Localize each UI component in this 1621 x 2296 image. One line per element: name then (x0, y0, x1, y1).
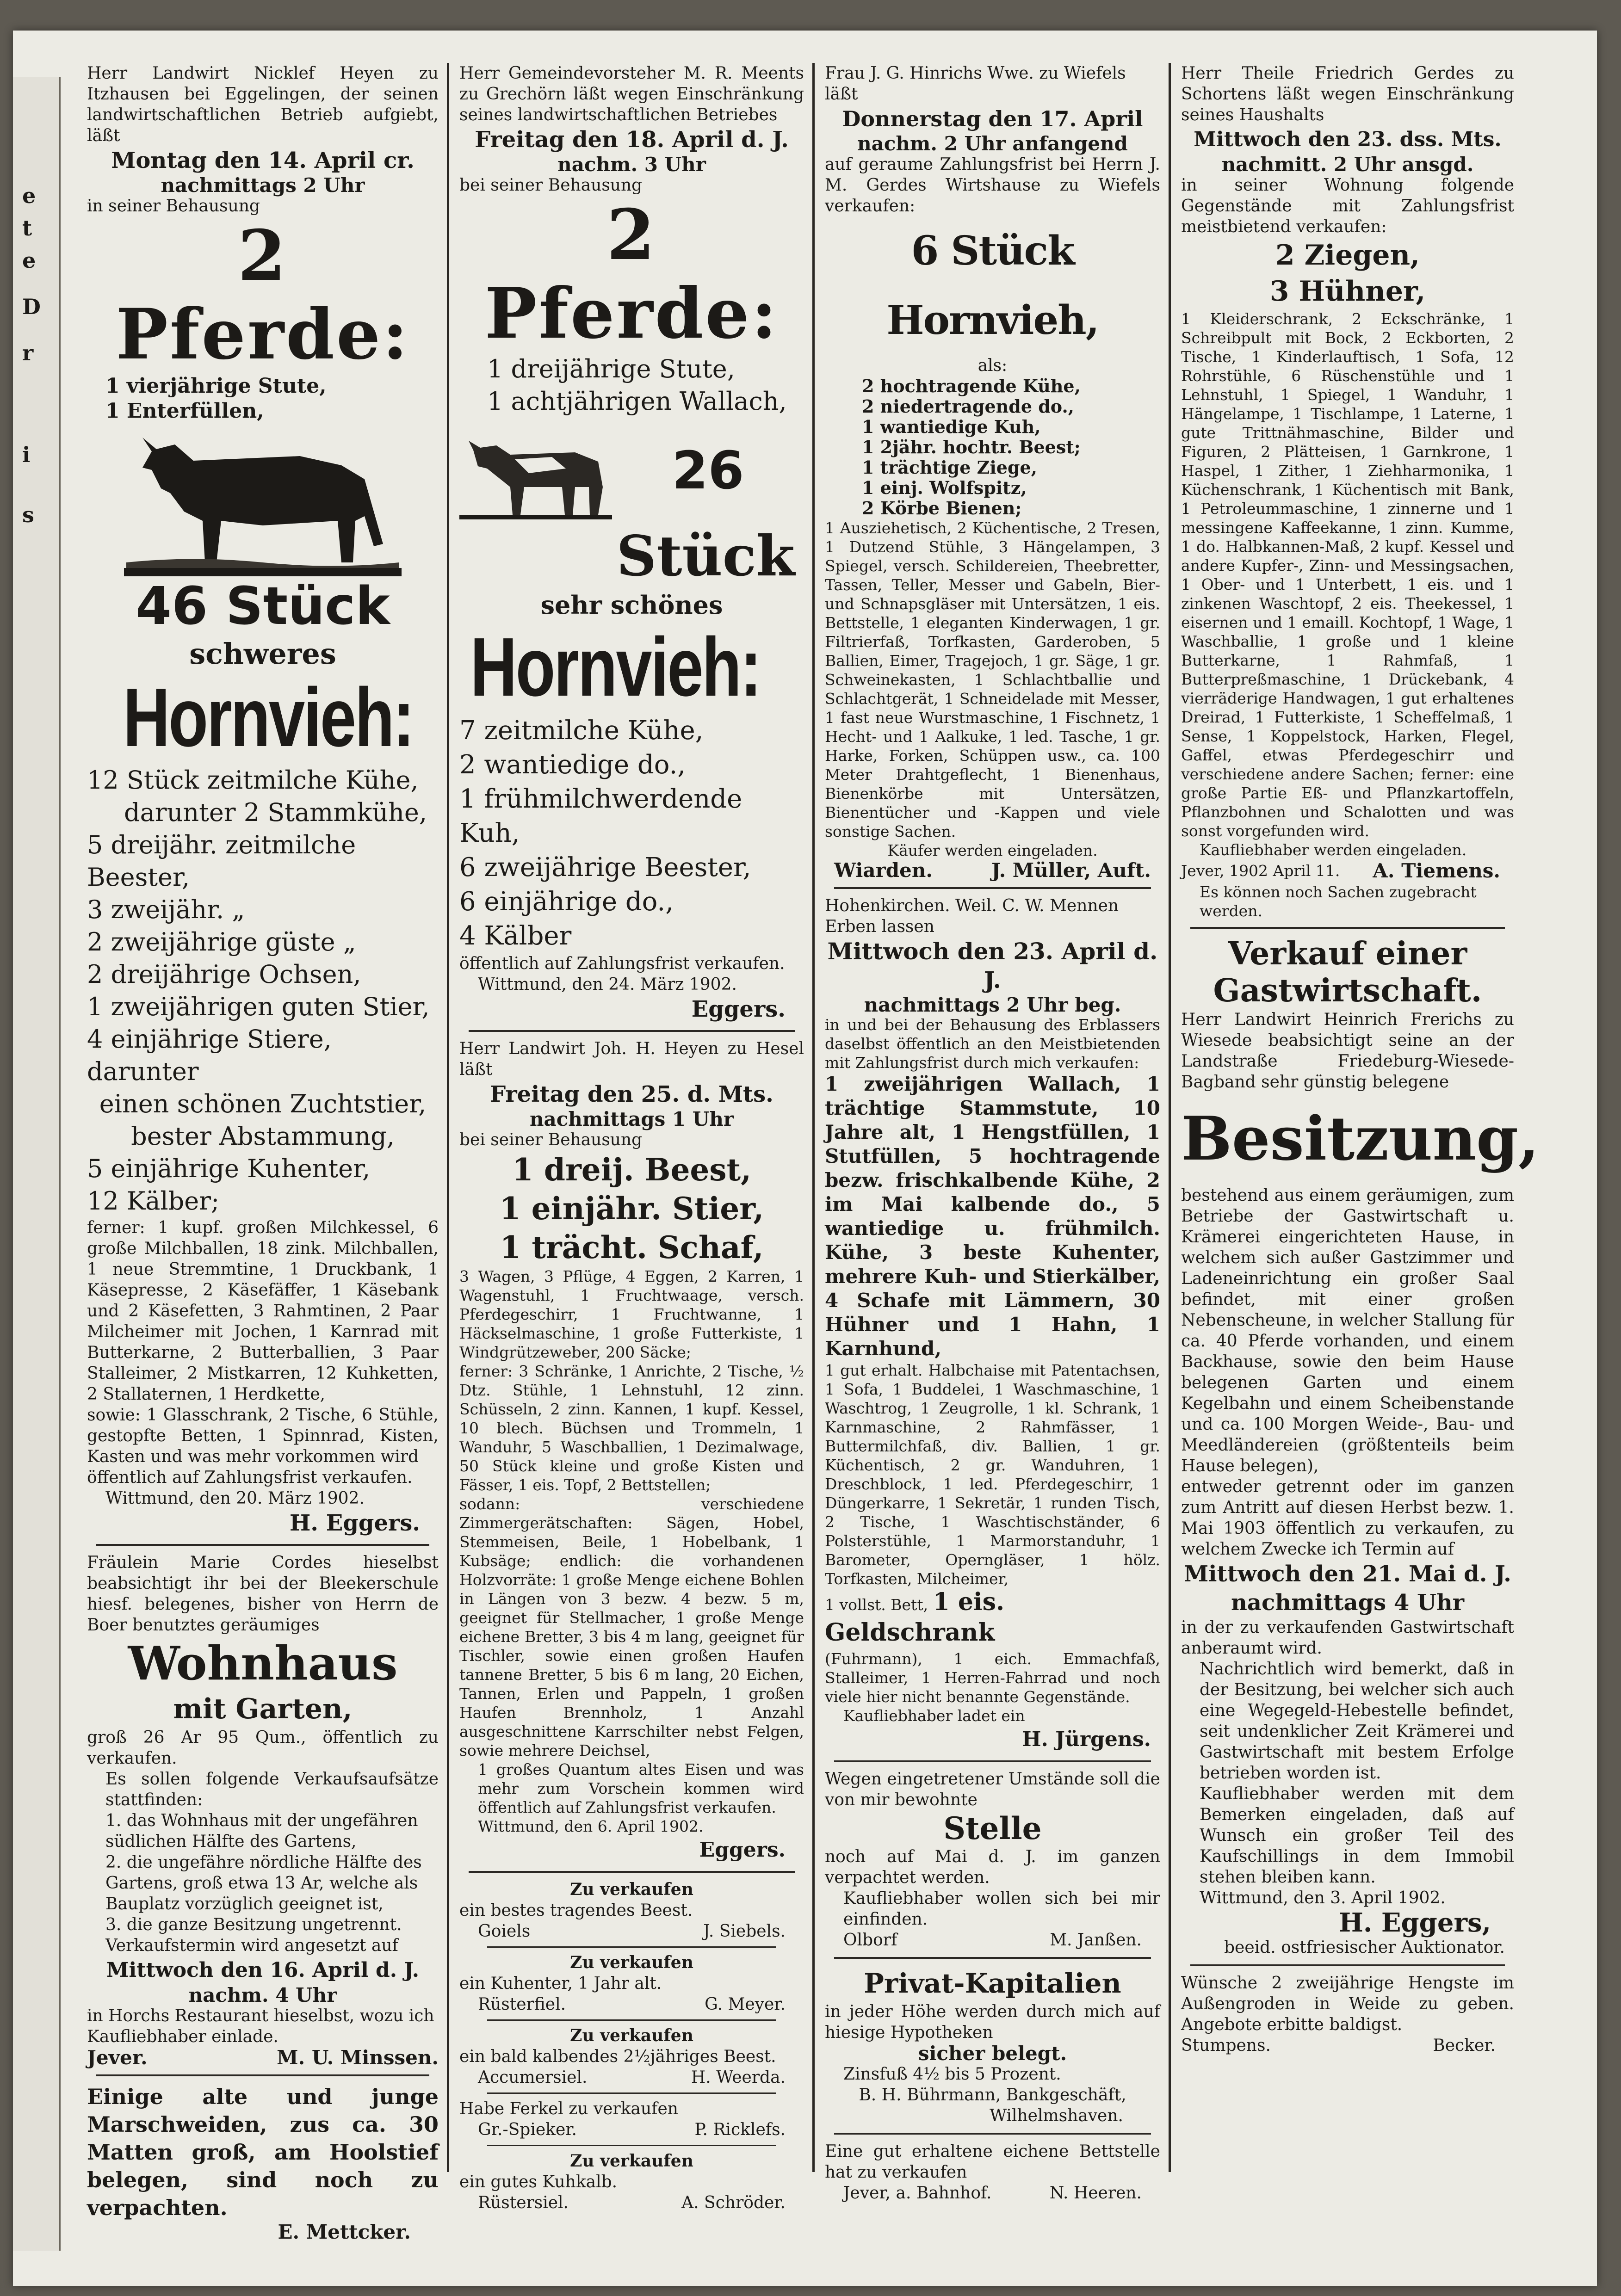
ad-separator (487, 1946, 776, 1948)
ad-note: Kaufliebhaber werden mit dem Bemerken eingeladen, daß auf Wunsch ein großer Teil des Kaufschillings in dem Immobil stehen bleiben kann. (1200, 1784, 1514, 1887)
ad-closing: öffentlich auf Zahlungsfrist verkaufen. (87, 1468, 413, 1487)
column-rule (812, 63, 815, 2172)
ad-intro: Herr Landwirt Joh. H. Heyen zu Hesel läßt (459, 1039, 804, 1079)
edge-char: t (22, 216, 32, 241)
ad-separator (834, 1957, 1151, 1959)
small-ad-signature: H. Weerda. (691, 2068, 786, 2087)
edge-char: e (22, 183, 36, 208)
headline-cattle: 6 Stück Hornvieh, (886, 228, 1099, 344)
small-ads (459, 1879, 804, 2213)
small-ad-text: ein bestes tragendes Beest. (459, 1901, 693, 1920)
ad-body: in der zu verkaufenden Gastwirtschaft anberaumt wird. (1181, 1618, 1514, 1658)
livestock-item: 2 wantiedige do., (459, 750, 686, 780)
ad-separator (487, 2019, 776, 2021)
headline-inn: Gastwirtschaft. (1213, 972, 1482, 1009)
ad-body: ferner: 1 kupf. großen Milchkessel, 6 große Milchballen, 18 zink. Milchballen, 1 neue Stremmtine, 1 Druckbank, 1 Käsepresse, 2 Käsefäffer, 1 Käsebank und 2 Käsefetten, 3 Rahmtinen, 2 Paar Milcheimer mit Jochen, 1 Karnrad mit Butterkarne, 2 Butterballien, 3 Paar Stalleimer, 2 Mistkarren, 12 Kuhketten, 2 Stallaternen, 1 Herdkette, (87, 1218, 439, 1404)
pasture-lease-ad (87, 2083, 439, 2242)
livestock-item: 6 zweijährige Beester, (459, 852, 751, 883)
small-ad (459, 2151, 804, 2213)
auction-time: nachmittags 4 Uhr (1231, 1590, 1465, 1616)
livestock-item: 4 Kälber (459, 921, 572, 951)
small-ad-text: Habe Ferkel zu verkaufen (459, 2099, 678, 2118)
ad-signature: Eggers. (691, 996, 786, 1022)
ad-separator (96, 2074, 429, 2076)
auction-ad-hinrichs (825, 63, 1160, 881)
ad-separator (469, 1030, 795, 1032)
ad-separator (1190, 927, 1505, 929)
headline-sub: mit Garten, (173, 1693, 353, 1725)
ad-footer (1181, 2035, 1514, 2056)
auction-ad-gerdes (1181, 63, 1514, 920)
ad-signature: B. H. Bührmann, Bankgeschäft, (859, 2086, 1126, 2105)
small-ad-signature: A. Schröder. (681, 2193, 786, 2212)
auction-place: auf geraume Zahlungsfrist bei Herrn J. M. Gerdes Wirtshause zu Wiefels verkaufen: (825, 155, 1160, 216)
ad-intro: Frau J. G. Hinrichs Wwe. zu Wiefels läßt (825, 64, 1126, 104)
ad-body: in Horchs Restaurant hieselbst, wozu ich Kaufliebhaber einlade. (87, 2006, 434, 2046)
auction-date: Mittwoch den 21. Mai d. J. (1184, 1561, 1511, 1587)
livestock-item: bester Abstammung, (131, 1122, 395, 1151)
headline-sale: Verkauf einer (1228, 935, 1467, 972)
ad-signature: A. Tiemens. (1373, 859, 1500, 882)
cow-illustration (124, 424, 402, 576)
ad-body: in jeder Höhe werden durch mich auf hiesige Hypotheken (825, 2002, 1160, 2042)
small-ad-town: Goiels (478, 1922, 531, 1941)
count-block (459, 418, 804, 524)
safe-item: 1 eis. Geldschrank (825, 1588, 1005, 1647)
list-item: 1. das Wohnhaus mit der ungefähren südlichen Hälfte des Gartens, (105, 1811, 418, 1851)
ad-footer (87, 2047, 439, 2068)
stallion-ad (1181, 1973, 1514, 2056)
ad-intro: Herr Landwirt Nicklef Heyen zu Itzhausen bei Eggelingen, der seinen landwirtschaftlichen Betrieb aufgiebt, läßt (87, 64, 439, 145)
headline-horses: 2 Pferde: (116, 215, 410, 375)
cattle-illustration (459, 418, 612, 524)
auction-date: Montag den 14. April cr. (111, 148, 415, 173)
small-ad-head: Zu verkaufen (570, 2151, 693, 2171)
ad-body: Eine gut erhaltene eichene Bettstelle hat zu verkaufen (825, 2142, 1160, 2182)
small-ad-footer (459, 1921, 804, 1942)
livestock-item: 7 zeitmilche Kühe, (459, 716, 704, 746)
list-item: 3. die ganze Besitzung ungetrennt. (105, 1915, 402, 1934)
column-4 (1181, 63, 1540, 2056)
livestock-item: 3 zweijähr. „ (87, 895, 245, 924)
livestock-item: 6 einjährige do., (459, 887, 674, 917)
ad-body: (Fuhrmann), 1 eich. Emmachfaß, Stalleimer, 1 Herren-Fahrrad und noch viele hier nicht benannte Gegenstände. (825, 1650, 1160, 1706)
small-ad-town: Accumersiel. (478, 2068, 588, 2087)
livestock-item: 1 frühmilchwerdende Kuh, (459, 784, 742, 848)
ad-signature: N. Heeren. (1049, 2184, 1142, 2203)
small-ad-signature: J. Siebels. (703, 1922, 786, 1941)
auction-date: Donnerstag den 17. April (842, 106, 1143, 131)
column-rule (1169, 63, 1171, 2172)
ad-place-date: Jever, 1902 April 11. (1181, 862, 1340, 880)
auction-time: nachm. 3 Uhr (557, 153, 706, 176)
house-sale-ad (87, 1552, 439, 2068)
ad-body: Einige alte und junge Marschweiden, zus ca. 30 Matten groß, am Hoolstief belegen, sind noch zu verpachten. (87, 2084, 439, 2220)
ad-signature: E. Mettcker. (278, 2221, 411, 2243)
ad-note: Nachrichtlich wird bemerkt, daß in der Besitzung, bei welcher sich auch eine Wegegeld-Hebestelle befindet, seit undenklicher Zeit Krämerei und Gastwirtschaft mit bestem Erfolge betrieben worden ist. (1200, 1660, 1514, 1783)
small-ad (459, 2098, 804, 2140)
livestock-item: 12 Kälber; (87, 1186, 220, 1216)
headline-quality: schweres (189, 637, 336, 671)
ad-body: ferner: 3 Schränke, 1 Anrichte, 2 Tische, ½ Dtz. Stühle, 1 Lehnstuhl, 12 zinn. Schüsseln, 2 zinn. Kannen, 1 kupf. Kessel, 10 blech. Büchsen und Trommeln, 1 Wanduhr, 5 Waschballien, 1 Dezimalwage, 50 Stück kleine und große Kisten und Fässer, 1 eis. Topf, 2 Bettstellen; (459, 1362, 804, 1494)
ad-body: entweder getrennt oder im ganzen zum Antritt auf diesen Herbst bezw. 1. Mai 1903 öffentlich zu verkaufen, zu welchem Zwecke ich Termin auf (1181, 1477, 1514, 1559)
headline-count: 46 Stück (136, 576, 390, 636)
auction-ad-heyen (87, 63, 439, 1537)
livestock-list: 1 zweijährigen Wallach, 1 trächtige Stammstute, 10 Jahre alt, 1 Hengstfüllen, 1 Stutfüllen, 5 hochtragende bezw. frischkalbende Kühe, 2 im Mai kalbende do., 5 wantiedige u. frühmilch. Kühe, 3 beste Kuhenter, mehrere Kuh- und Stierkälber, 4 Schafe mit Lämmern, 30 Hühner und 1 Hahn, 1 Karnhund, (825, 1073, 1160, 1360)
ad-intro: Hohenkirchen. Weil. C. W. Mennen Erben lassen (825, 896, 1119, 936)
auction-place: in seiner Wohnung folgende Gegenstände mit Zahlungsfrist meistbietend verkaufen: (1181, 176, 1514, 236)
headline-property: Besitzung, (1181, 1103, 1540, 1174)
headline-stelle: Stelle (943, 1810, 1042, 1846)
ad-body: Verkaufstermin wird angesetzt auf (105, 1936, 398, 1955)
small-ad-text: ein bald kalbendes 2½jähriges Beest. (459, 2047, 776, 2066)
headline-house: Wohnhaus (128, 1636, 398, 1691)
ad-body: bestehend aus einem geräumigen, zum Betriebe der Gastwirtschaft u. Krämerei eingerichteten Hause, in welchem sich außer Gastzimmer und Ladeneinrichtung ein großer Saal befindet, mit einer großen Nebenscheune, in welcher Stallung für ca. 40 Pferde vorhanden, und einem Backhause, sowie den beim Hause belegenen Garten und einem Kegelbahn und einem Scheibenstande und ca. 100 Morgen Weide-, Bau- und Meedländereien (größtenteils beim Hause belegen), (1181, 1186, 1514, 1475)
auction-ad-meents (459, 63, 804, 1024)
small-ad-town: Rüsterfiel. (478, 1995, 566, 2014)
ad-town: Wiarden. (834, 859, 933, 882)
ad-note: Es können noch Sachen zugebracht werden. (1200, 883, 1477, 920)
item: 1 dreij. Beest, (512, 1152, 752, 1188)
ad-invite: Kaufliebhaber ladet ein (843, 1707, 1025, 1725)
ad-body: Zinsfuß 4½ bis 5 Prozent. (843, 2065, 1061, 2084)
ad-intro: Wegen eingetretener Umstände soll die von mir bewohnte (825, 1770, 1160, 1809)
ad-body: 1 Ausziehetisch, 2 Küchentische, 2 Tresen, 1 Dutzend Stühle, 3 Hängelampen, 3 Spiegel, versch. Schildereien, Theebretter, Tassen, Teller, Messer und Gabeln, Bier- und Schnapsgläser mit Untersätzen, 1 eis. Bettstelle, 1 eleganten Kinderwagen, 1 gr. Filtrierfaß, Torfkasten, Garderoben, 5 Ballien, Eimer, Tragejoch, 1 gr. Säge, 1 gr. Schweinekasten, 1 Schlachtballie und Schlachtgerät, 1 Schneidelade mit Messer, 1 fast neue Wurstmaschine, 1 Fischnetz, 1 Hecht- und 1 Aalkuke, 1 led. Tasche, 1 gr. Harke, Forken, Schüppen usw., ca. 100 Meter Drahtgeflecht, 1 Bienenhaus, Bienenkörbe mit Untersätzen, Bienentücher und -Kappen und viele sonstige Sachen. (825, 519, 1160, 840)
livestock-item: 5 einjährige Kuhenter, (87, 1154, 371, 1183)
small-ad-footer (459, 1994, 804, 2015)
item: 1 einjähr. Stier, (499, 1191, 764, 1227)
safe-line (825, 1588, 1160, 1649)
auction-place: in seiner Behausung (87, 197, 260, 216)
item: 1 Enterfüllen, (105, 399, 264, 423)
livestock-item: 2 hochtragende Kühe, (862, 376, 1081, 396)
ad-place-date: Wittmund, den 6. April 1902. (478, 1817, 704, 1835)
ad-town: Stumpens. (1181, 2036, 1271, 2055)
small-ad-signature: G. Meyer. (705, 1995, 786, 2014)
livestock-item: 5 dreijähr. zeitmilche Beester, (87, 830, 356, 892)
headline-horses: 2 Pferde: (484, 194, 779, 354)
livestock-item: 2 zweijährige güste „ (87, 927, 356, 957)
livestock-item: 1 zweijährigen guten Stier, (87, 992, 430, 1021)
ad-town: Wilhelmshaven. (990, 2106, 1123, 2125)
edge-char: e (22, 248, 36, 273)
ad-signature: M. Janßen. (1050, 1931, 1142, 1950)
ad-body: 1 großes Quantum altes Eisen und was mehr zum Vorschein kommen wird öffentlich auf Zahlungsfrist verkaufen. (478, 1760, 804, 1816)
edge-char: D (22, 294, 41, 319)
auction-time: nachmittags 2 Uhr beg. (864, 994, 1121, 1016)
inn-sale-ad (1181, 935, 1540, 1958)
ad-place-date: Wittmund, den 20. März 1902. (105, 1489, 365, 1508)
ad-separator (834, 1760, 1151, 1762)
headline-capital: Privat-Kapitalien (864, 1968, 1121, 1999)
headline-cattle: Hornvieh: (123, 671, 414, 764)
column-1 (87, 63, 439, 2242)
ad-body: Wünsche 2 zweijährige Hengste im Außengroden in Weide zu geben. Angebote erbitte baldigst. (1181, 1974, 1514, 2034)
auction-date: Freitag den 18. April d. J. (475, 127, 789, 153)
auction-date: Freitag den 25. d. Mts. (490, 1081, 773, 1107)
column-3 (825, 63, 1160, 2203)
ad-signature: Eggers. (699, 1838, 786, 1862)
newspaper-page (13, 31, 1597, 2286)
column-rule (447, 63, 449, 2172)
ad-body: 3 Wagen, 3 Pflüge, 4 Eggen, 2 Karren, 1 Wagenstuhl, 1 Fruchtwaage, versch. Pferdegeschirr, 1 Fruchtwanne, 1 Häckselmaschine, 1 große Futterkiste, 1 Windgrützeweber, 200 Säcke; (459, 1267, 804, 1361)
item: 2 Ziegen, (1275, 239, 1420, 272)
ad-body: als: (978, 356, 1008, 375)
count-text (612, 441, 804, 501)
livestock-item: darunter 2 Stammkühe, (124, 798, 427, 827)
ad-separator (469, 1871, 795, 1873)
item: 1 dreijährige Stute, (487, 354, 735, 383)
small-ad-signature: P. Ricklefs. (694, 2120, 786, 2139)
ad-invite: Kaufliebhaber werden eingeladen. (1200, 841, 1467, 859)
ad-role: beeid. ostfriesischer Auktionator. (1224, 1938, 1505, 1957)
auction-date: Mittwoch den 23. dss. Mts. (1194, 128, 1502, 151)
ad-place-date: Wittmund, den 3. April 1902. (1200, 1889, 1446, 1907)
livestock-item: einen schönen Zuchtstier, (99, 1089, 427, 1118)
ad-body: groß 26 Ar 95 Qum., öffentlich zu verkaufen. (87, 1728, 439, 1768)
ad-body: 1 vollst. Bett, (825, 1596, 928, 1614)
auction-place: in und bei der Behausung des Erblassers daselbst öffentlich an den Meistbietenden mit Zahlungsfrist durch mich verkaufen: (825, 1016, 1160, 1072)
ad-signature: H. Eggers. (289, 1510, 420, 1536)
auction-time: nachmittags 2 Uhr (161, 174, 365, 197)
capital-ad (825, 1965, 1160, 2126)
small-ad-footer (459, 2192, 804, 2213)
headline-cattle: Hornvieh: (470, 621, 761, 714)
ad-body: noch auf Mai d. J. im ganzen verpachtet werden. (825, 1847, 1160, 1887)
headline-count: 26 (672, 441, 744, 501)
livestock-item: 1 wantiedige Kuh, (862, 416, 1041, 437)
auction-time: nachm. 4 Uhr (188, 1984, 337, 2006)
ad-separator (487, 2145, 776, 2146)
livestock-list (825, 376, 1160, 518)
ad-town: Jever. (87, 2046, 148, 2069)
livestock-item: 1 2jähr. hochtr. Beest; (862, 437, 1081, 457)
small-ad-town: Rüstersiel. (478, 2193, 569, 2212)
small-ad-head: Zu verkaufen (570, 1880, 693, 1899)
headline-quality: sehr schönes (540, 590, 723, 620)
item: 1 achtjährigen Wallach, (487, 387, 787, 416)
ad-signature: Becker. (1433, 2036, 1496, 2055)
ad-separator (487, 2092, 776, 2094)
ad-body: sodann: verschiedene Zimmergerätschaften: Sägen, Hobel, Stemmeisen, Beile, 1 Hobelbank, 1 Kubsäge; endlich: die vorhandenen Holzvorräte: 1 große Menge eichene Bohlen in Längen von 3 bezw. 4 bezw. 5 m, geeignet für Stellmacher, 1 große Menge eichene Bretter, 3 bis 4 m lang, geeignet für Tischler, sowie einen großen Haufen tannene Bretter, 5 bis 6 m lang, 20 Eichen, Tannen, Erlen und Pappeln, 1 großen Haufen Brennholz, 1 Anzahl ausgeschnittene Karrschilter nebst Felgen, sowie mehrere Deichsel, (459, 1495, 804, 1759)
ad-body: 1 gut erhalt. Halbchaise mit Patentachsen, 1 Sofa, 1 Buddelei, 1 Waschmaschine, 1 Waschtrog, 1 Zeugrolle, 1 kl. Schrank, 1 Karnmaschine, 2 Rahmfässer, 1 Buttermilchfaß, div. Ballien, 1 gr. Küchentisch, 2 gr. Wanduhren, 1 Dreschblock, 1 led. Pferdegeschirr, 1 Düngerkarre, 1 Sekretär, 1 runden Tisch, 2 Tische, 1 Waschtischständer, 6 Polsterstühle, 1 Marmorstanduhr, 1 Barometer, Operngläser, 1 hölz. Torfkasten, Milcheimer, (825, 1361, 1160, 1588)
livestock-item: 2 Körbe Bienen; (862, 498, 1022, 518)
ad-separator (96, 1544, 429, 1546)
column-2 (459, 63, 804, 2213)
ad-intro: Fräulein Marie Cordes hieselbst beabsichtigt ihr bei der Bleekerschule hiesf. belegenes, bisher von Herrn de Boer benutztes geräumiges (87, 1553, 439, 1635)
edge-char: r (22, 340, 34, 365)
auction-place: bei seiner Behausung (459, 1130, 643, 1149)
item: 3 Hühner, (1269, 275, 1426, 308)
ad-footer (825, 860, 1160, 881)
item: 1 vierjährige Stute, (105, 374, 327, 398)
lease-ad (825, 1769, 1160, 1950)
ad-place-date: Wittmund, den 24. März 1902. (478, 975, 737, 994)
headline-count-unit: Stück (616, 524, 795, 589)
auction-time: nachmitt. 2 Uhr ansgd. (1221, 153, 1474, 176)
bedframe-ad (825, 2141, 1160, 2203)
small-ad-town: Gr.-Spieker. (478, 2120, 577, 2139)
auction-ad-hesel (459, 1038, 804, 1864)
livestock-list (459, 714, 804, 953)
ad-intro: Herr Gemeindevorsteher M. R. Meents zu Grechörn läßt wegen Einschränkung seines landwirtschaftlichen Betriebes (459, 64, 804, 124)
auction-time: nachm. 2 Uhr anfangend (857, 132, 1128, 155)
small-ad-footer (459, 2119, 804, 2140)
auction-place: bei seiner Behausung (459, 176, 643, 195)
ad-signature: M. U. Minssen. (277, 2046, 439, 2069)
auction-time: nachmittags 1 Uhr (529, 1108, 734, 1130)
small-ad-text: ein Kuhenter, 1 Jahr alt. (459, 1974, 662, 1993)
ad-town: Olborf (843, 1931, 897, 1950)
ad-intro: Herr Landwirt Heinrich Frerichs zu Wiesede beabsichtigt seine an der Landstraße Friedeburg-Wiesede-Bagband sehr günstig belegene (1181, 1010, 1514, 1092)
edge-char: i (22, 442, 31, 467)
ad-body: sicher belegt. (918, 2042, 1067, 2065)
ad-body: 1 Kleiderschrank, 2 Eckschränke, 1 Schreibpult mit Bock, 2 Eckborten, 2 Tische, 1 Kinderlauftisch, 1 Sofa, 12 Rohrstühle, 6 Rüschenstühle und 1 Lehnstuhl, 1 Spiegel, 1 Wanduhr, 1 Hängelampe, 1 Tischlampe, 1 Laterne, 1 gute Trittnähmaschine, Bilder und Figuren, 2 Plätteisen, 1 Garnkrone, 1 Haspel, 1 Zither, 1 Ziehharmonika, 1 Küchenschrank, 1 Küchentisch mit Bank, 1 Petroleummaschine, 1 zinnerne und 1 messingene Kaffeekanne, 1 zinn. Kumme, 1 do. Halbkannen-Maß, 2 kupf. Kessel und andere Kupfer-, Zinn- und Messingsachen, 1 Ober- und 1 Unterbett, 1 eis. und 1 zinkenen Waschtopf, 2 eis. Theekessel, 1 eisernen und 1 emaill. Kochtopf, 1 Wage, 1 Waschballie, 1 große und 1 kleine Butterkarne, 1 Rahmfaß, 1 Butterpreßmaschine, 1 Drückebank, 4 vierräderige Handwagen, 1 gut erhaltenes Dreirad, 1 Futterkiste, 1 Scheffelmaß, 1 Sense, 1 Koppelstock, Harken, Flegel, Gaffel, etwas Pferdegeschirr und verschiedene andere Sachen; ferner: eine große Partie Eß- und Pflanzkartoffeln, Pflanzbohnen und Schalotten und was sonst vorgefunden wird. (1181, 310, 1514, 840)
ad-body: Es sollen folgende Verkaufsaufsätze stattfinden: (105, 1770, 439, 1809)
ad-body: sowie: 1 Glasschrank, 2 Tische, 6 Stühle, gestopfte Betten, 1 Spinnrad, Kisten, Kasten und was mehr vorkommen wird (87, 1406, 439, 1466)
small-ad-text: ein gutes Kuhkalb. (459, 2173, 618, 2191)
small-ad-footer (459, 2067, 804, 2088)
item: 1 trächt. Schaf, (500, 1229, 764, 1265)
ad-separator (1190, 1964, 1505, 1966)
edge-char: s (22, 502, 34, 527)
ad-invite: Käufer werden eingeladen. (887, 841, 1098, 859)
small-ad (459, 2025, 804, 2088)
ad-town: Jever, a. Bahnhof. (843, 2184, 992, 2203)
livestock-item: 4 einjährige Stiere, darunter (87, 1025, 332, 1086)
ad-signature: H. Eggers, (1338, 1907, 1491, 1938)
livestock-item: 1 einj. Wolfspitz, (862, 477, 1027, 498)
ad-footer (1181, 859, 1514, 883)
ad-signature: H. Jürgens. (1021, 1728, 1151, 1751)
auction-ad-mennen (825, 895, 1160, 1754)
ad-signature: J. Müller, Auft. (991, 859, 1151, 882)
livestock-list (87, 764, 439, 1217)
livestock-item: 1 trächtige Ziege, (862, 457, 1037, 478)
ad-closing: öffentlich auf Zahlungsfrist verkaufen. (459, 954, 785, 973)
small-ad (459, 1952, 804, 2015)
ad-footer (825, 2183, 1160, 2203)
ad-footer (825, 1930, 1160, 1950)
livestock-item: 2 niedertragende do., (862, 396, 1074, 417)
auction-date: Mittwoch den 16. April d. J. (106, 1958, 420, 1982)
ad-separator (834, 2133, 1151, 2135)
ad-separator (834, 887, 1151, 889)
livestock-item: 2 dreijährige Ochsen, (87, 960, 361, 989)
small-ad (459, 1879, 804, 1942)
ad-intro: Herr Theile Friedrich Gerdes zu Schortens läßt wegen Einschränkung seines Haushalts (1181, 64, 1514, 124)
list-item: 2. die ungefähre nördliche Hälfte des Gartens, groß etwa 13 Ar, welche als Bauplatz vorzüglich geeignet ist, (105, 1853, 422, 1913)
auction-date: Mittwoch den 23. April d. J. (827, 938, 1158, 994)
adjacent-page-edge (13, 77, 61, 2251)
small-ad-head: Zu verkaufen (570, 1953, 693, 1972)
small-ad-head: Zu verkaufen (570, 2026, 693, 2045)
livestock-item: 12 Stück zeitmilche Kühe, (87, 765, 419, 795)
ad-body: Kaufliebhaber wollen sich bei mir einfinden. (843, 1889, 1160, 1929)
